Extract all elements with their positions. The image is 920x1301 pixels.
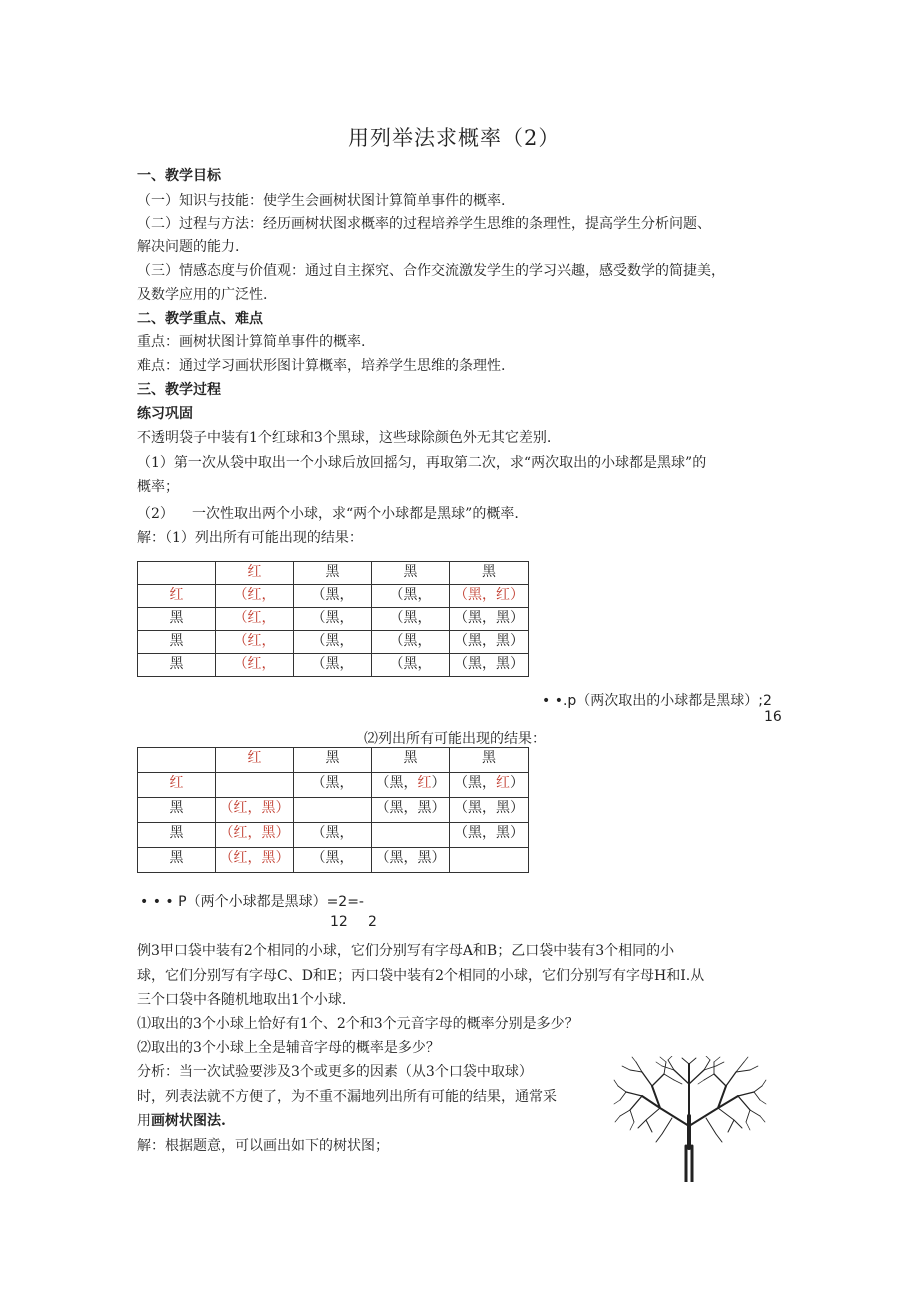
- cell-part: ）: [510, 775, 524, 791]
- cell-part-red: 红: [496, 775, 510, 791]
- table-cell: [450, 773, 529, 798]
- result-table-2: [137, 747, 529, 873]
- table-cell: 黑: [294, 562, 372, 585]
- question-2-number: （2）: [137, 506, 174, 522]
- table-cell: （红，黑）: [216, 823, 294, 848]
- table-row: [138, 654, 529, 677]
- section-heading-goals: 一、教学目标: [137, 168, 221, 184]
- table-cell: （红，: [216, 585, 294, 608]
- table-cell: 黑: [372, 748, 450, 773]
- table-cell: （红，: [216, 631, 294, 654]
- table-cell: （红，: [216, 654, 294, 677]
- example-3-line1: 例3甲口袋中装有2个相同的小球，它们分别写有字母A和B；乙口袋中装有3个相同的小: [137, 943, 675, 959]
- solution-1-intro: 解：（1）列出所有可能出现的结果：: [137, 530, 363, 546]
- question-1-line2: 概率；: [137, 479, 179, 495]
- table-header-row: [138, 748, 529, 773]
- page-title: 用列举法求概率（2）: [348, 126, 561, 150]
- table-cell: 红: [138, 773, 216, 798]
- table-cell: [450, 848, 529, 873]
- difficult-point: 难点：通过学习画状形图计算概率，培养学生思维的条理性.: [137, 358, 506, 374]
- table-row: [138, 823, 529, 848]
- problem-statement: 不透明袋子中装有1个红球和3个黑球，这些球除颜色外无其它差别.: [137, 430, 552, 446]
- example-3-line3: 三个口袋中各随机地取出1个小球.: [137, 992, 347, 1008]
- question-1-line1: （1）第一次从袋中取出一个小球后放回摇匀，再取第二次，求“两次取出的小球都是黑球”的: [137, 455, 707, 471]
- analysis-line2: 时，列表法就不方便了，为不重不漏地列出所有可能的结果，通常采: [137, 1089, 557, 1105]
- table-cell: （黑，黑）: [450, 608, 529, 631]
- probability-result-2: • • • P（两个小球都是黑球）=2=-: [140, 894, 364, 910]
- table-cell: 黑: [372, 562, 450, 585]
- subheading-practice: 练习巩固: [137, 406, 193, 422]
- table-row: [138, 608, 529, 631]
- table-row: [138, 798, 529, 823]
- table-cell: （黑，: [372, 654, 450, 677]
- table-row: [138, 631, 529, 654]
- table-cell: （黑，: [294, 823, 372, 848]
- table-cell: （黑，黑）: [450, 823, 529, 848]
- goal-emotion-line2: 及数学应用的广泛性.: [137, 287, 268, 303]
- table-cell: （黑，红）: [450, 585, 529, 608]
- table-row: [138, 848, 529, 873]
- table-cell: （黑，: [294, 773, 372, 798]
- table-cell: （黑，: [294, 848, 372, 873]
- probability-result-1-denominator: 16: [764, 709, 782, 725]
- cell-part: （黑，: [375, 775, 418, 791]
- probability-result-2-denominator-b: 2: [368, 914, 377, 930]
- table-cell: （黑，: [294, 654, 372, 677]
- cell-part: （黑，: [454, 775, 496, 791]
- section-heading-process: 三、教学过程: [137, 382, 221, 398]
- table-cell: 黑: [138, 654, 216, 677]
- table-cell: 红: [216, 562, 294, 585]
- section-heading-keypoints: 二、教学重点、难点: [137, 311, 263, 327]
- table-cell: [294, 798, 372, 823]
- table-cell: [372, 823, 450, 848]
- table-cell: （黑，黑）: [450, 654, 529, 677]
- example-3-question-1: ⑴取出的3个小球上恰好有1个、2个和3个元音字母的概率分别是多少？: [137, 1016, 579, 1032]
- solution-3-intro: 解：根据题意，可以画出如下的树状图；: [137, 1138, 389, 1154]
- tree-illustration: [612, 1056, 768, 1182]
- analysis-line1: 分析：当一次试验要涉及3个或更多的因素（从3个口袋中取球）: [137, 1064, 533, 1080]
- table-cell: （黑，: [294, 608, 372, 631]
- table-cell: [138, 748, 216, 773]
- example-3-question-2: ⑵取出的3个小球上全是辅音字母的概率是多少？: [137, 1040, 440, 1056]
- tree-diagram-method: 画树状图法.: [151, 1113, 226, 1129]
- goal-emotion-line1: （三）情感态度与价值观：通过自主探究、合作交流激发学生的学习兴趣，感受数学的简捷美，: [137, 263, 725, 279]
- table-cell: （红，: [216, 608, 294, 631]
- table-cell: [216, 773, 294, 798]
- table-cell: 黑: [138, 823, 216, 848]
- goal-process-line2: 解决问题的能力.: [137, 239, 240, 255]
- table-cell: （红，黑）: [216, 848, 294, 873]
- table-cell: 黑: [138, 631, 216, 654]
- table-cell: [138, 562, 216, 585]
- table-cell: （黑，: [372, 608, 450, 631]
- probability-result-2-denominator-a: 12: [330, 914, 348, 930]
- table-cell: （黑，: [294, 585, 372, 608]
- table-cell: （黑，黑）: [450, 631, 529, 654]
- table-cell: （黑，: [372, 585, 450, 608]
- example-3-line2: 球，它们分别写有字母C、D和E；丙口袋中装有2个相同的小球，它们分别写有字母H和I.从: [137, 968, 705, 984]
- table-cell: 黑: [138, 798, 216, 823]
- table-cell: 红: [216, 748, 294, 773]
- table-header-row: [138, 562, 529, 585]
- goal-process-line1: （二）过程与方法：经历画树状图求概率的过程培养学生思维的条理性，提高学生分析问题、: [137, 216, 711, 232]
- table-cell: 黑: [450, 562, 529, 585]
- analysis-line3: [137, 1111, 226, 1131]
- result-table-1: [137, 561, 529, 677]
- table-row: [138, 585, 529, 608]
- analysis-line3-prefix: 用: [137, 1113, 151, 1129]
- question-2-text: 一次性取出两个小球，求“两个小球都是黑球”的概率.: [192, 506, 519, 522]
- table-cell: （红，黑）: [216, 798, 294, 823]
- goal-knowledge: （一）知识与技能：使学生会画树状图计算简单事件的概率.: [137, 193, 506, 209]
- table-cell: 黑: [138, 608, 216, 631]
- cell-part: ）: [431, 775, 446, 791]
- table-cell: 红: [138, 585, 216, 608]
- table-cell: （黑，黑）: [372, 798, 450, 823]
- key-point: 重点：画树状图计算简单事件的概率.: [137, 334, 366, 350]
- table-cell: 黑: [138, 848, 216, 873]
- cell-part-red: 红: [417, 775, 432, 791]
- table-row: [138, 773, 529, 798]
- table-cell: [372, 773, 450, 798]
- table-cell: 黑: [450, 748, 529, 773]
- table-cell: （黑，: [372, 631, 450, 654]
- table-cell: 黑: [294, 748, 372, 773]
- solution-2-intro: ⑵列出所有可能出现的结果：: [364, 731, 546, 747]
- probability-result-1: • •.p（两次取出的小球都是黑球）;2: [542, 693, 772, 709]
- table-cell: （黑，黑）: [450, 798, 529, 823]
- table-cell: （黑，: [294, 631, 372, 654]
- table-cell: （黑，黑）: [372, 848, 450, 873]
